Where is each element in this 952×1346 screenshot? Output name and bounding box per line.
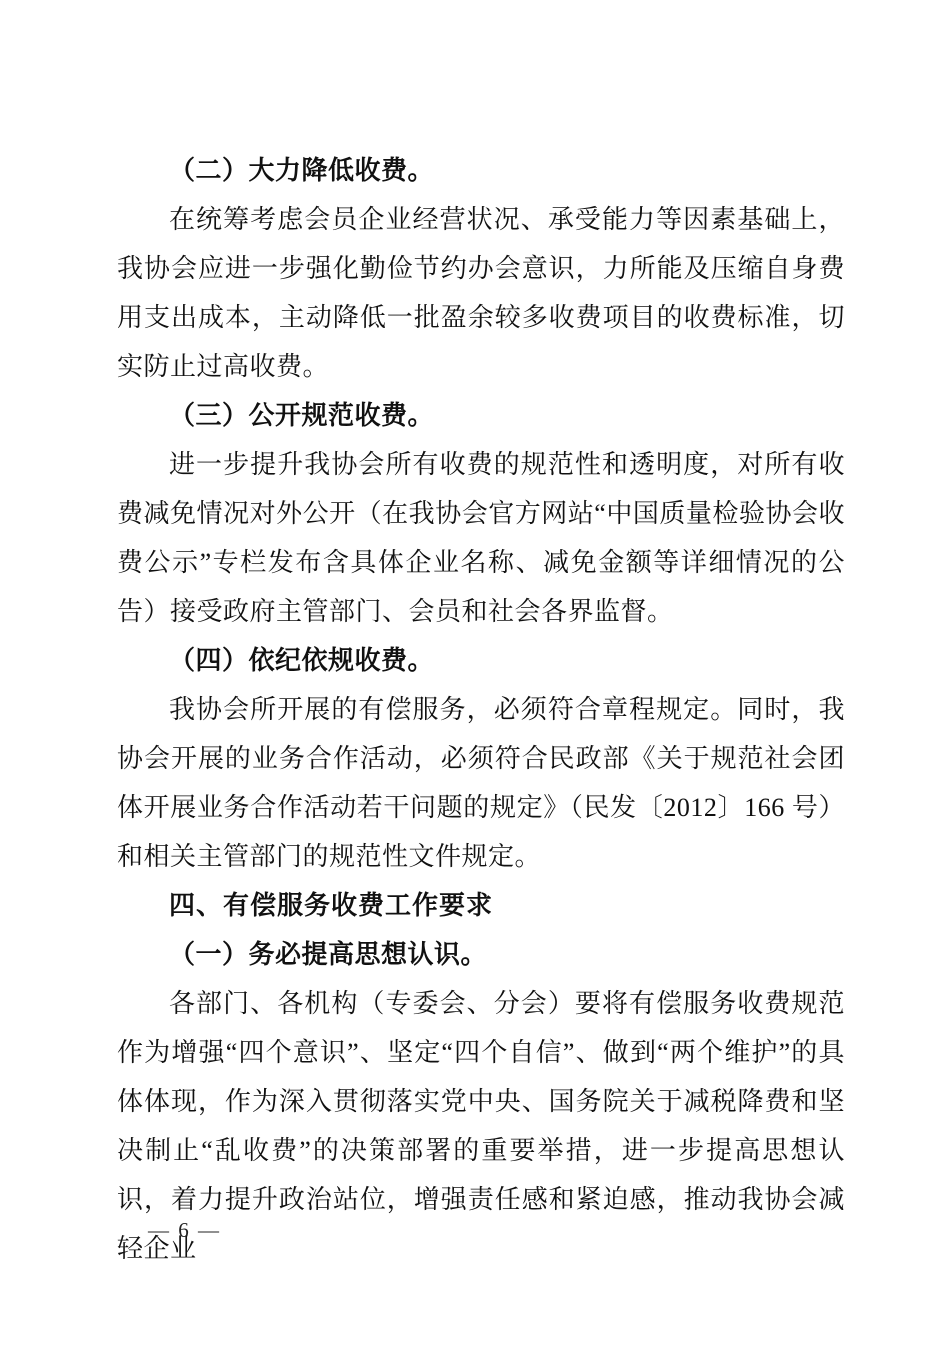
subheading-fees-per-rules: （四）依纪依规收费。 [169, 646, 435, 675]
document-content [117, 146, 845, 1273]
section-heading-work-requirements: 四、有偿服务收费工作要求 [169, 890, 494, 920]
paragraph-fees-per-rules: 我协会所开展的有偿服务，必须符合章程规定。同时，我协会开展的业务合作活动，必须符合民政部《关于规范社会团体开展业务合作活动若干问题的规定》（民发〔2012〕166 号）和相关主管部门的规范性文件规定。 [117, 695, 845, 871]
subheading-open-standard-fees: （三）公开规范收费。 [169, 401, 435, 430]
page-number: — 6 — [148, 1218, 221, 1242]
subheading-reduce-fees: （二）大力降低收费。 [169, 156, 435, 185]
subheading-raise-awareness: （一）务必提高思想认识。 [169, 940, 488, 969]
paragraph-reduce-fees: 在统筹考虑会员企业经营状况、承受能力等因素基础上，我协会应进一步强化勤俭节约办会意识，力所能及压缩自身费用支出成本，主动降低一批盈余较多收费项目的收费标准，切实防止过高收费。 [117, 205, 845, 381]
paragraph-raise-awareness: 各部门、各机构（专委会、分会）要将有偿服务收费规范作为增强“四个意识”、坚定“四个自信”、做到“两个维护”的具体体现，作为深入贯彻落实党中央、国务院关于减税降费和坚决制止“乱收费”的决策部署的重要举措，进一步提高思想认识，着力提升政治站位，增强责任感和紧迫感，推动我协会减轻企业 [117, 989, 845, 1263]
paragraph-open-standard-fees: 进一步提升我协会所有收费的规范性和透明度，对所有收费减免情况对外公开（在我协会官方网站“中国质量检验协会收费公示”专栏发布含具体企业名称、减免金额等详细情况的公告）接受政府主管部门、会员和社会各界监督。 [117, 450, 845, 626]
